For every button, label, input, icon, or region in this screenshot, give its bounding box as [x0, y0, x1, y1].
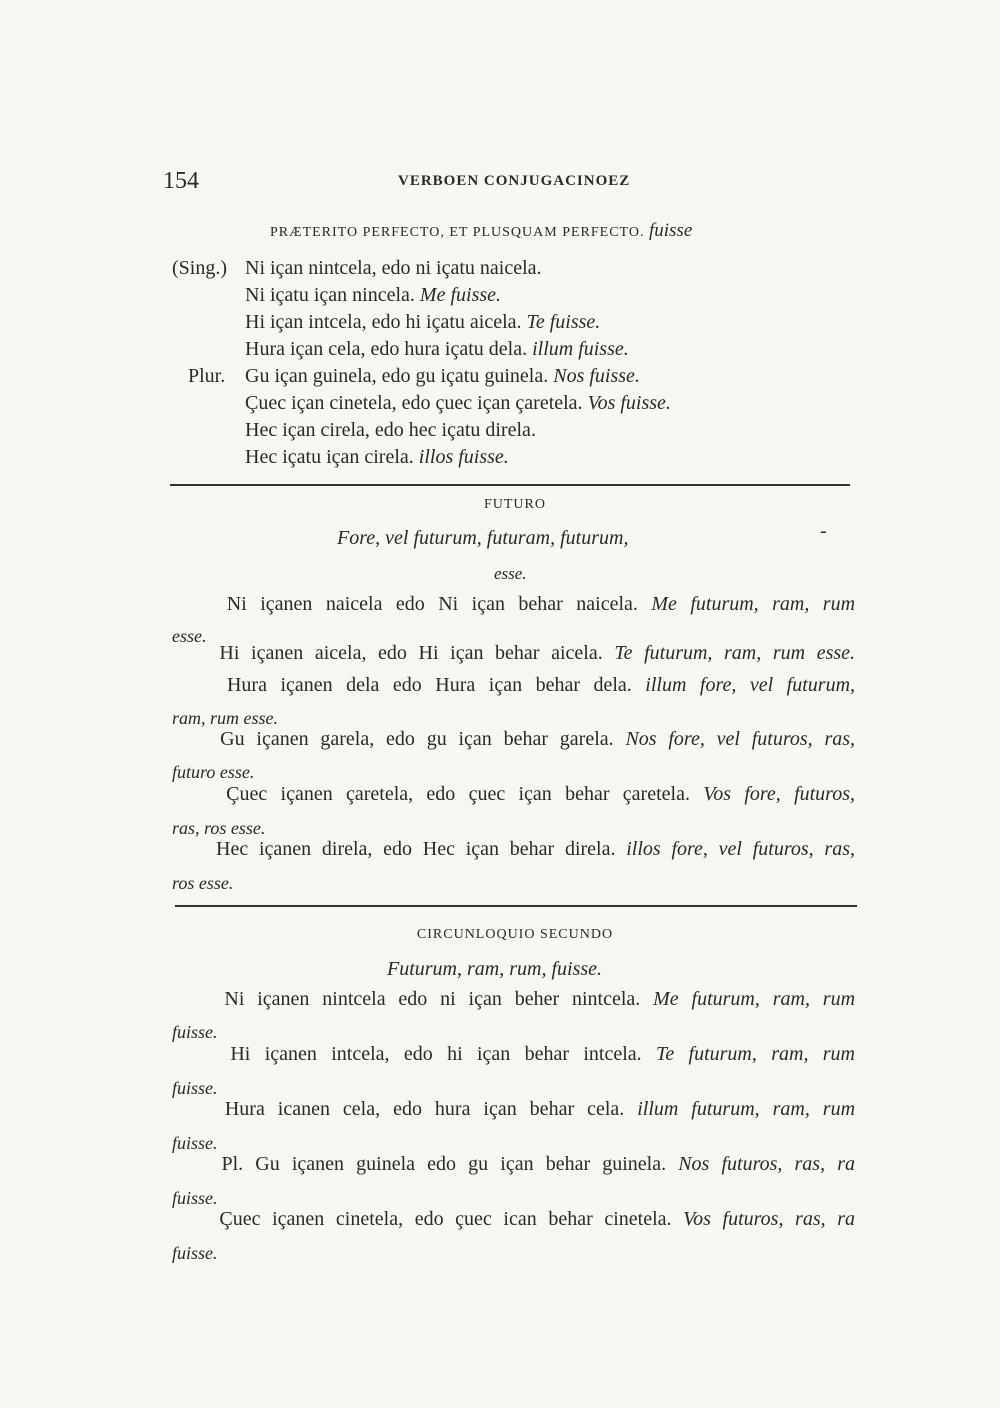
conjugation-row: Çuec içan cinetela, edo çuec içan çaretela. Vos fuisse. — [245, 392, 671, 414]
circunloquio-entry-cont: fuisse. — [172, 1243, 218, 1263]
latin-gloss: Vos fore, futuros, — [703, 783, 856, 805]
latin-gloss: Te futurum, ram, rum — [656, 1043, 856, 1065]
conjugation-row: Ni içatu içan nincela. Me fuisse. — [245, 284, 502, 306]
heading-latin: fuisse — [648, 220, 693, 241]
futuro-entry-cont: futuro esse. — [172, 762, 255, 782]
futuro-entry-line: Hec içanen direla, edo Hec içan behar direla. illos fore, vel futuros, ras, — [216, 838, 855, 860]
circunloquio-entry-cont: fuisse. — [172, 1133, 218, 1153]
futuro-subtitle-cont: esse. — [494, 564, 527, 583]
circunloquio-entry-cont: fuisse. — [172, 1078, 218, 1098]
conjugation-row: Hura içan cela, edo hura içatu dela. illum fuisse. — [245, 338, 629, 360]
running-title: VERBOEN CONJUGACINOEZ — [398, 173, 631, 189]
latin-gloss: Vos fuisse. — [587, 392, 671, 414]
subtitle-dash: - — [820, 520, 827, 542]
conjugation-row: Gu içan guinela, edo gu içatu guinela. Nos fuisse. — [245, 365, 640, 387]
futuro-subtitle: Fore, vel futurum, futuram, futurum, — [337, 527, 629, 549]
latin-gloss: Nos futuros, ras, ra — [678, 1153, 855, 1175]
futuro-entry-line: Çuec içanen çaretela, edo çuec içan behar çaretela. Vos fore, futuros, — [226, 783, 856, 805]
latin-gloss: Me fuisse. — [419, 284, 502, 306]
latin-gloss: illum fore, vel futurum, — [645, 674, 856, 696]
page-number: 154 — [163, 168, 199, 194]
section-heading-circunloquio: CIRCUNLOQUIO SECUNDO — [416, 927, 614, 942]
futuro-entry-cont: esse. — [172, 626, 207, 646]
futuro-entry-line: Gu içanen garela, edo gu içan behar garela. Nos fore, vel futuros, ras, — [220, 728, 856, 750]
conjugation-row: Hec içan cirela, edo hec içatu direla. — [245, 419, 536, 441]
plur-label: Plur. — [188, 365, 226, 387]
circunloquio-entry-line: Hi içanen intcela, edo hi içan behar intcela. Te futurum, ram, rum — [230, 1043, 856, 1065]
latin-gloss: Nos fore, vel futuros, ras, — [625, 728, 856, 750]
latin-gloss: Nos fuisse. — [553, 365, 640, 387]
futuro-entry-cont: ras, ros esse. — [172, 818, 266, 838]
circunloquio-entry-line: Çuec içanen cinetela, edo çuec ican behar cinetela. Vos futuros, ras, ra — [219, 1208, 856, 1230]
circunloquio-entry-line: Pl. Gu içanen guinela edo gu içan behar guinela. Nos futuros, ras, ra — [221, 1153, 855, 1175]
latin-gloss: illum futurum, ram, rum — [637, 1098, 856, 1120]
futuro-entry-line: Ni içanen naicela edo Ni içan behar naicela. Me futurum, ram, rum — [226, 593, 856, 615]
latin-gloss: Vos futuros, ras, ra — [683, 1208, 856, 1230]
conjugation-row: Hec içatu içan cirela. illos fuisse. — [245, 446, 509, 468]
circunloquio-entry-line: Ni içanen nintcela edo ni içan beher nintcela. Me futurum, ram, rum — [224, 988, 856, 1010]
heading-text: PRÆTERITO PERFECTO, ET PLUSQUAM PERFECTO. — [270, 225, 645, 240]
circunloquio-entry-line: Hura icanen cela, edo hura içan behar cela. illum futurum, ram, rum — [224, 1098, 856, 1120]
futuro-entry-cont: ros esse. — [172, 873, 234, 893]
conjugation-row: Hi içan intcela, edo hi içatu aicela. Te fuisse. — [245, 311, 601, 333]
circunloquio-entry-cont: fuisse. — [172, 1022, 218, 1042]
section-divider — [170, 484, 850, 486]
latin-gloss: illos fore, vel futuros, ras, — [626, 838, 855, 860]
latin-gloss: illum fuisse. — [532, 338, 629, 360]
section-divider — [175, 905, 857, 907]
futuro-entry-line: Hura içanen dela edo Hura içan behar dela. illum fore, vel futurum, — [226, 674, 856, 696]
section-heading-praeterito — [270, 220, 692, 242]
conjugation-row: Ni içan nintcela, edo ni içatu naicela. — [245, 257, 542, 279]
section-heading-futuro: FUTURO — [483, 497, 546, 512]
circunloquio-entry-cont: fuisse. — [172, 1188, 218, 1208]
latin-gloss: Me futurum, ram, rum — [653, 988, 856, 1010]
latin-gloss: Te fuisse. — [526, 311, 601, 333]
futuro-entry-cont: ram, rum esse. — [172, 708, 278, 728]
circunloquio-subtitle: Futurum, ram, rum, fuisse. — [387, 958, 603, 980]
futuro-entry-line: Hi içanen aicela, edo Hi içan behar aicela. Te futurum, ram, rum esse. — [219, 642, 856, 664]
latin-gloss: Te futurum, ram, rum esse. — [614, 642, 856, 664]
latin-gloss: Me futurum, ram, rum — [651, 593, 856, 615]
latin-gloss: illos fuisse. — [418, 446, 509, 468]
sing-label: (Sing.) — [172, 257, 227, 279]
